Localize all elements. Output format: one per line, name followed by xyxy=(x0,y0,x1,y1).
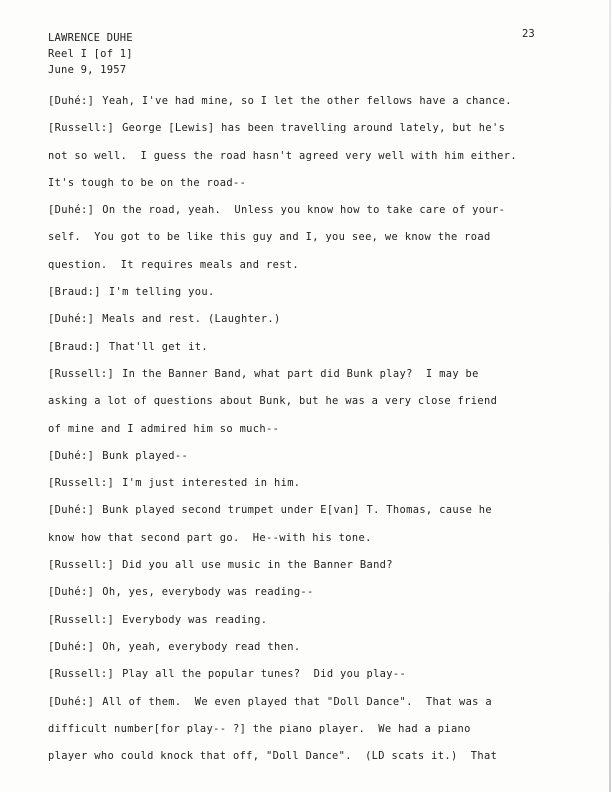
line-text: Did you all use music in the Banner Band? xyxy=(122,559,393,572)
transcript-line xyxy=(48,120,548,147)
transcript-line xyxy=(48,748,548,775)
line-text: not so well. I guess the road hasn't agreed very well with him either. xyxy=(48,149,518,162)
transcript-line xyxy=(48,421,548,448)
line-text: player who could knock that off, "Doll Dance". (LD scats it.) That xyxy=(48,750,498,763)
transcript-line xyxy=(48,202,548,229)
line-text: I'm telling you. xyxy=(108,286,215,299)
page-number: 23 xyxy=(522,28,535,40)
transcript-line xyxy=(48,311,548,338)
line-text: Meals and rest. (Laughter.) xyxy=(102,313,281,326)
speaker-label: [Duhé:] xyxy=(48,313,95,326)
line-text: Bunk played second trumpet under E[van] T. Thomas, cause he xyxy=(102,504,492,517)
transcript-line xyxy=(48,366,548,393)
speaker-label: [Russell:] xyxy=(48,477,115,490)
transcript-line xyxy=(48,557,548,584)
speaker-label: [Duhé:] xyxy=(48,95,95,107)
speaker-label: [Duhé:] xyxy=(48,640,95,653)
line-text: On the road, yeah. Unless you know how to take care of your- xyxy=(102,204,506,217)
speaker-label: [Duhé:] xyxy=(48,204,95,217)
speaker-label: [Russell:] xyxy=(48,122,115,135)
line-text: Yeah, I've had mine, so I let the other fellows have a chance. xyxy=(102,95,512,107)
speaker-label: [Duhé:] xyxy=(48,586,95,599)
transcript-line xyxy=(48,584,548,611)
transcript-line xyxy=(48,148,548,175)
transcript-line xyxy=(48,666,548,693)
line-text: It's tough to be on the road-- xyxy=(48,176,247,189)
speaker-label: [Russell:] xyxy=(48,668,115,681)
line-text: of mine and I admired him so much-- xyxy=(48,422,280,435)
line-text: know how that second part go. He--with his tone. xyxy=(48,531,372,544)
line-text: All of them. We even played that "Doll Dance". That was a xyxy=(102,695,492,708)
line-text: Everybody was reading. xyxy=(122,613,268,626)
transcript-line xyxy=(48,639,548,666)
transcript-line xyxy=(48,229,548,256)
transcript-line xyxy=(48,339,548,366)
line-text: asking a lot of questions about Bunk, but he was a very close friend xyxy=(48,395,498,408)
interviewee-name: LAWRENCE DUHE xyxy=(48,32,133,44)
speaker-label: [Russell:] xyxy=(48,613,115,626)
transcript-line xyxy=(48,475,548,502)
speaker-label: [Russell:] xyxy=(48,367,115,380)
line-text: Oh, yeah, everybody read then. xyxy=(102,640,301,653)
transcript-line xyxy=(48,502,548,529)
line-text: I'm just interested in him. xyxy=(122,477,301,490)
interview-date: June 9, 1957 xyxy=(48,64,127,76)
line-text: That'll get it. xyxy=(108,340,208,353)
speaker-label: [Braud:] xyxy=(48,286,101,299)
line-text: Bunk played-- xyxy=(102,449,189,462)
page-header xyxy=(48,30,133,78)
line-text: In the Banner Band, what part did Bunk play? I may be xyxy=(122,367,479,380)
line-text: difficult number[for play-- ?] the piano player. We had a piano xyxy=(48,722,471,735)
transcript-line xyxy=(48,448,548,475)
line-text: question. It requires meals and rest. xyxy=(48,258,300,271)
line-text: George [Lewis] has been travelling around lately, but he's xyxy=(122,122,506,135)
transcript-line xyxy=(48,721,548,748)
transcript-line xyxy=(48,175,548,202)
speaker-label: [Duhé:] xyxy=(48,695,95,708)
speaker-label: [Russell:] xyxy=(48,559,115,572)
transcript-line xyxy=(48,530,548,557)
transcript-line xyxy=(48,93,548,120)
speaker-label: [Braud:] xyxy=(48,340,101,353)
speaker-label: [Duhé:] xyxy=(48,449,95,462)
scan-edge xyxy=(609,0,611,792)
transcript-line xyxy=(48,694,548,721)
line-text: Play all the popular tunes? Did you play-- xyxy=(122,668,407,681)
transcript-body xyxy=(48,93,548,775)
line-text: self. You got to be like this guy and I, you see, we know the road xyxy=(48,231,491,244)
transcript-line xyxy=(48,612,548,639)
transcript-line xyxy=(48,393,548,420)
transcript-line xyxy=(48,257,548,284)
reel-info: Reel I [of 1] xyxy=(48,48,133,60)
transcript-line xyxy=(48,284,548,311)
line-text: Oh, yes, everybody was reading-- xyxy=(102,586,314,599)
speaker-label: [Duhé:] xyxy=(48,504,95,517)
